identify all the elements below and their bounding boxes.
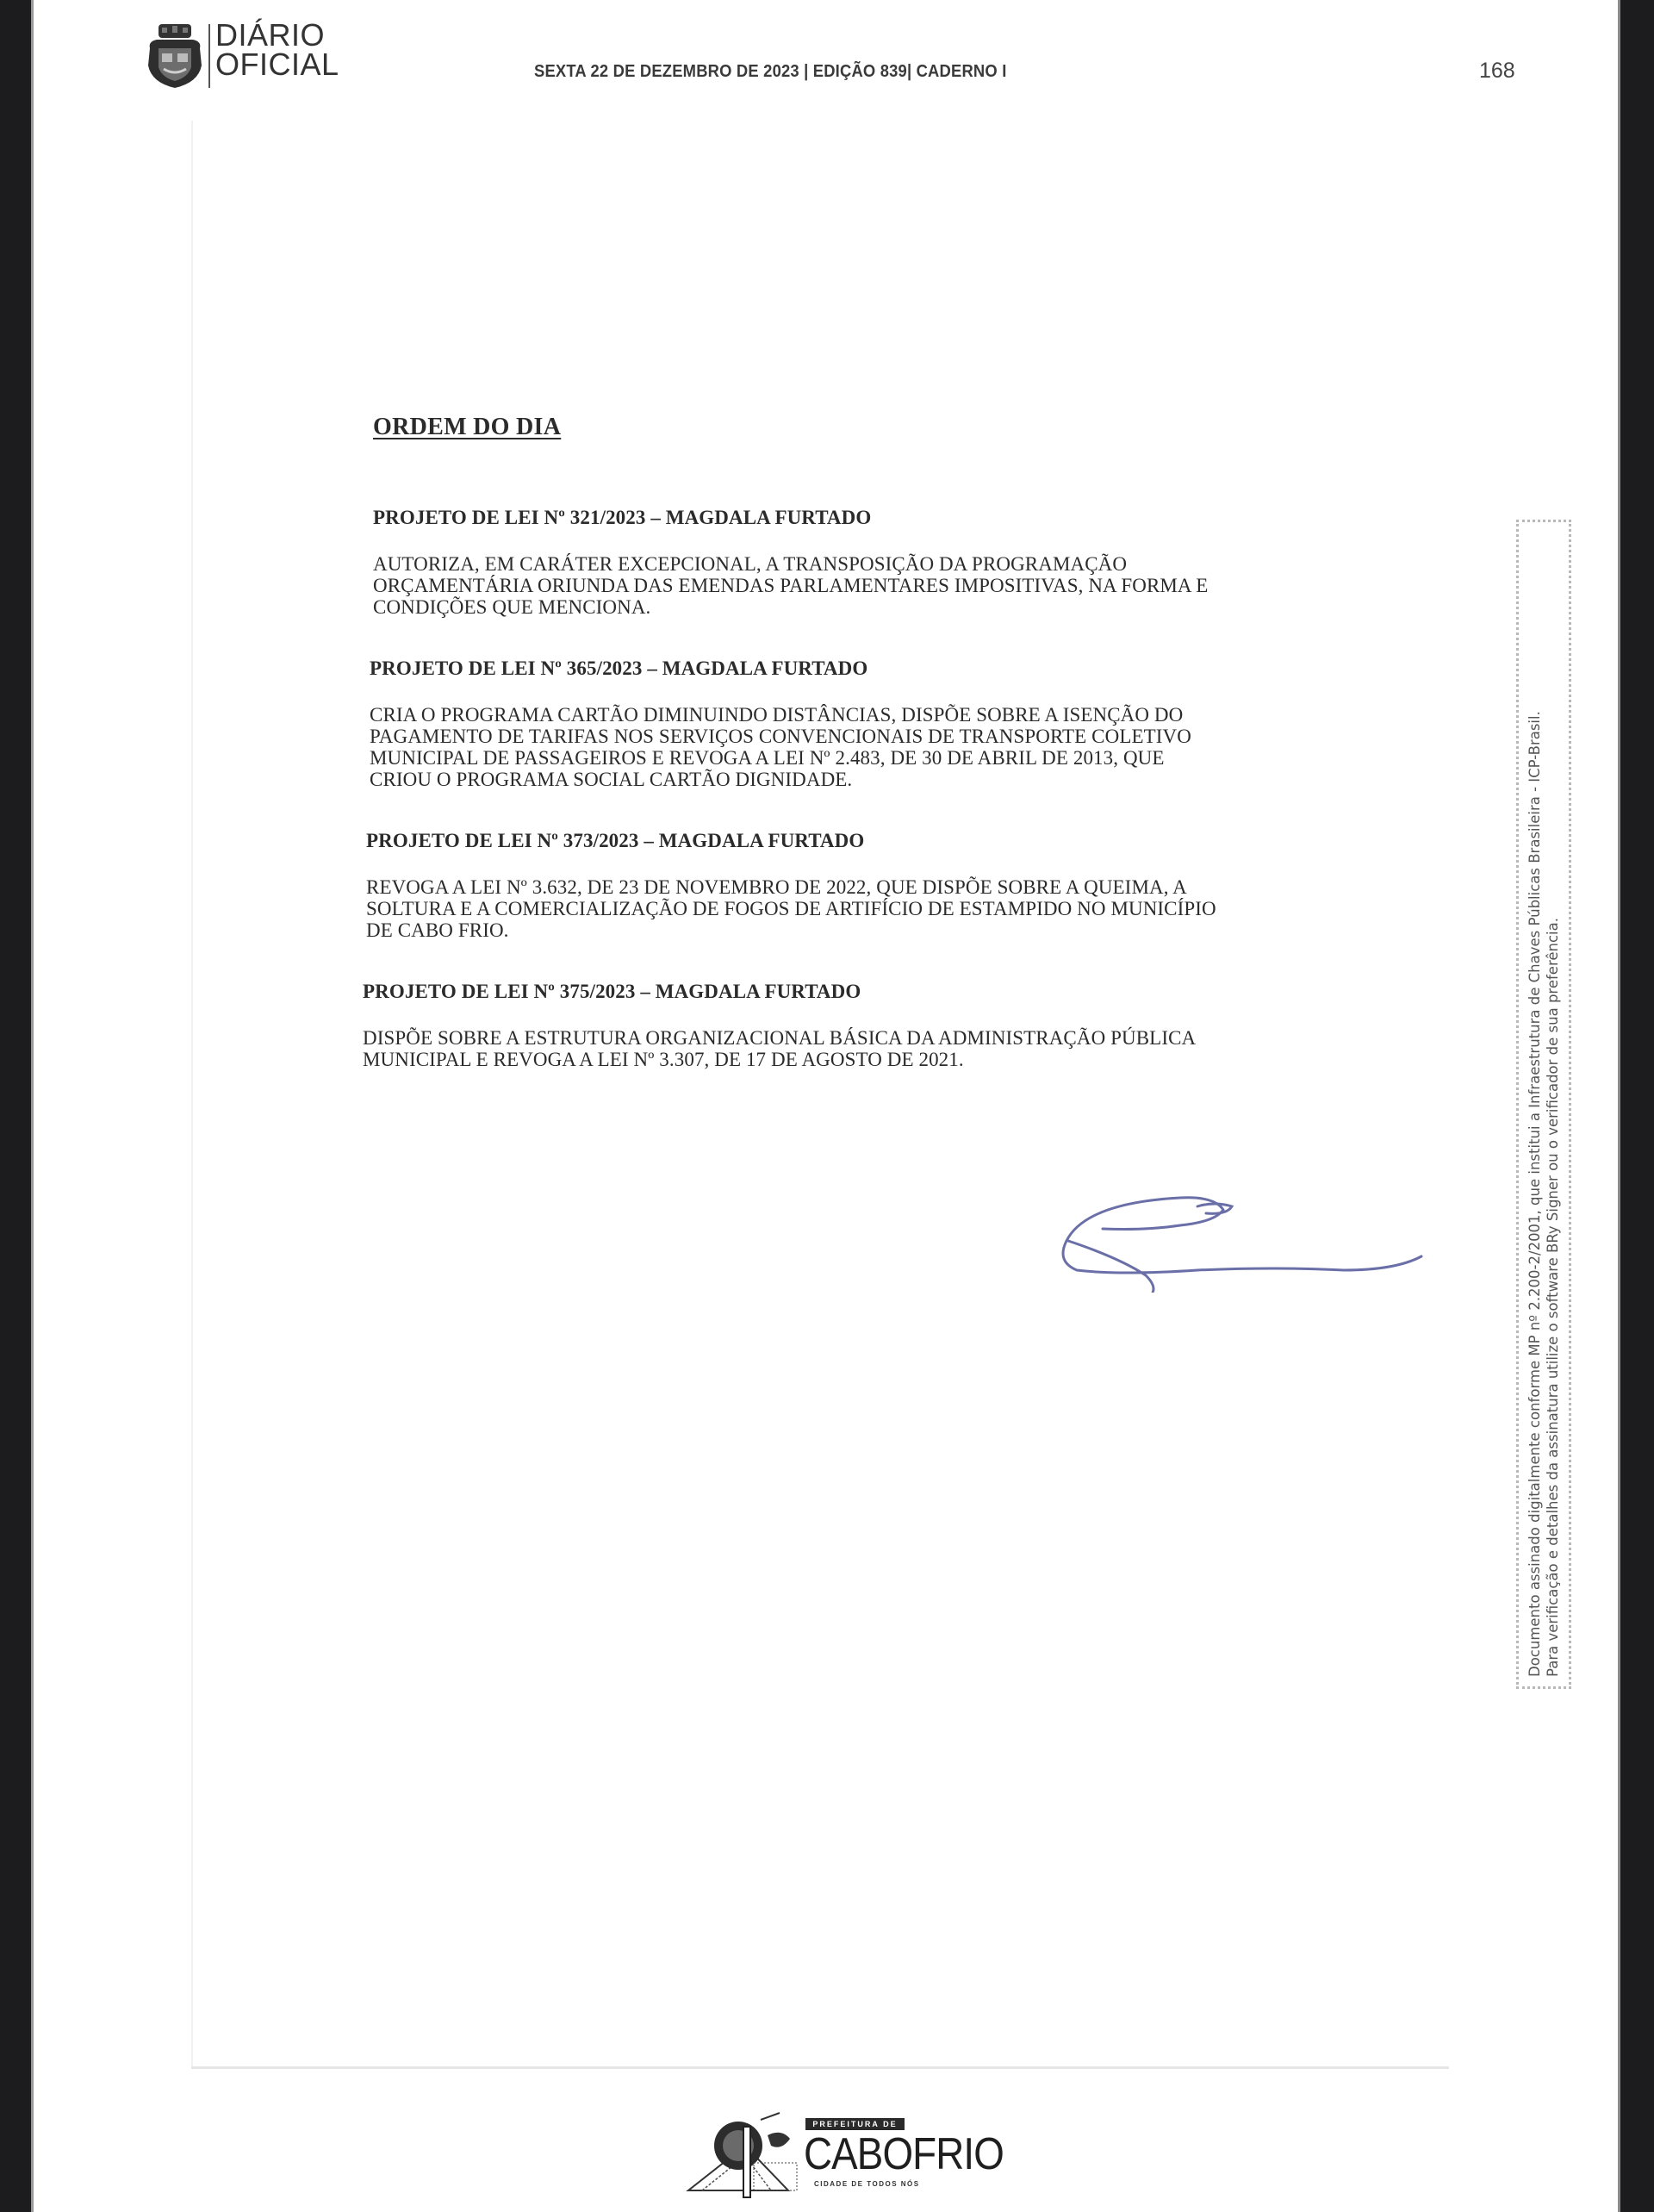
bill-heading: PROJETO DE LEI Nº 375/2023 – MAGDALA FURTADO <box>363 981 861 1002</box>
logo-divider <box>208 24 210 88</box>
page-right-edge <box>1618 0 1620 2212</box>
bill-description <box>370 704 1383 790</box>
page-left-edge <box>31 0 34 2212</box>
bill-description <box>366 876 1383 941</box>
diario-oficial-logo <box>145 17 351 90</box>
logo-line-1: DIÁRIO <box>215 17 326 53</box>
logo-sub-label: CIDADE DE TODOS NÓS <box>814 2180 920 2188</box>
edition-info: SEXTA 22 DE DEZEMBRO DE 2023 | EDIÇÃO 839| CADERNO I <box>534 62 1007 81</box>
coat-of-arms-icon <box>145 22 205 90</box>
description-line: CRIA O PROGRAMA CARTÃO DIMINUINDO DISTÂNCIAS, DISPÕE SOBRE A ISENÇÃO DO <box>370 704 1184 726</box>
bill-item <box>366 830 1383 941</box>
description-line: PAGAMENTO DE TARIFAS NOS SERVIÇOS CONVENCIONAIS DE TRANSPORTE COLETIVO <box>370 726 1191 747</box>
bill-description <box>363 1027 1383 1070</box>
bill-heading: PROJETO DE LEI Nº 321/2023 – MAGDALA FURTADO <box>373 507 872 528</box>
stamp-line-1: Documento assinado digitalmente conforme MP nº 2.200-2/2001, que institui a Infraestrutura de Chaves Públicas Brasileira - ICP-Brasil. <box>1527 710 1543 1677</box>
bill-description <box>373 553 1383 618</box>
logo-main-label: CABOFRIO <box>804 2129 1004 2179</box>
description-line: CONDIÇÕES QUE MENCIONA. <box>373 596 651 618</box>
logo-top-label: PREFEITURA DE <box>805 2118 905 2130</box>
stamp-text <box>1526 527 1562 1682</box>
logo-line-2: OFICIAL <box>215 47 339 82</box>
bill-heading: PROJETO DE LEI Nº 365/2023 – MAGDALA FURTADO <box>370 657 868 679</box>
cabo-frio-emblem-icon <box>685 2111 805 2202</box>
description-line: MUNICIPAL E REVOGA A LEI Nº 3.307, DE 17 DE AGOSTO DE 2021. <box>363 1049 964 1070</box>
description-line: AUTORIZA, EM CARÁTER EXCEPCIONAL, A TRANSPOSIÇÃO DA PROGRAMAÇÃO <box>373 553 1128 575</box>
description-line: SOLTURA E A COMERCIALIZAÇÃO DE FOGOS DE ARTIFÍCIO DE ESTAMPIDO NO MUNICÍPIO <box>366 898 1216 919</box>
description-line: DISPÕE SOBRE A ESTRUTURA ORGANIZACIONAL BÁSICA DA ADMINISTRAÇÃO PÚBLICA <box>363 1027 1197 1049</box>
description-line: DE CABO FRIO. <box>366 919 509 941</box>
logo-wordmark <box>215 17 339 82</box>
page-number: 168 <box>1479 59 1515 83</box>
description-line: REVOGA A LEI Nº 3.632, DE 23 DE NOVEMBRO DE 2022, QUE DISPÕE SOBRE A QUEIMA, A <box>366 876 1187 898</box>
document-body <box>358 414 1383 1110</box>
prefeitura-cabo-frio-logo <box>685 2111 1004 2202</box>
digital-signature-stamp <box>1516 520 1571 1689</box>
handwritten-signature-icon <box>1051 1181 1430 1293</box>
stamp-line-2: Para verificação e detalhes da assinatura utilize o software BRy Signer ou o verificador de sua preferência. <box>1545 917 1561 1677</box>
scan-edge-vertical <box>191 121 193 2068</box>
bill-heading: PROJETO DE LEI Nº 373/2023 – MAGDALA FURTADO <box>366 830 865 851</box>
description-line: ORÇAMENTÁRIA ORIUNDA DAS EMENDAS PARLAMENTARES IMPOSITIVAS, NA FORMA E <box>373 575 1209 596</box>
bill-item <box>363 981 1383 1070</box>
bill-item <box>373 507 1383 618</box>
description-line: MUNICIPAL DE PASSAGEIROS E REVOGA A LEI Nº 2.483, DE 30 DE ABRIL DE 2013, QUE <box>370 747 1165 769</box>
page-title: ORDEM DO DIA <box>373 414 562 440</box>
scan-edge-horizontal <box>191 2066 1449 2069</box>
description-line: CRIOU O PROGRAMA SOCIAL CARTÃO DIGNIDADE. <box>370 769 853 790</box>
bill-item <box>370 657 1383 790</box>
